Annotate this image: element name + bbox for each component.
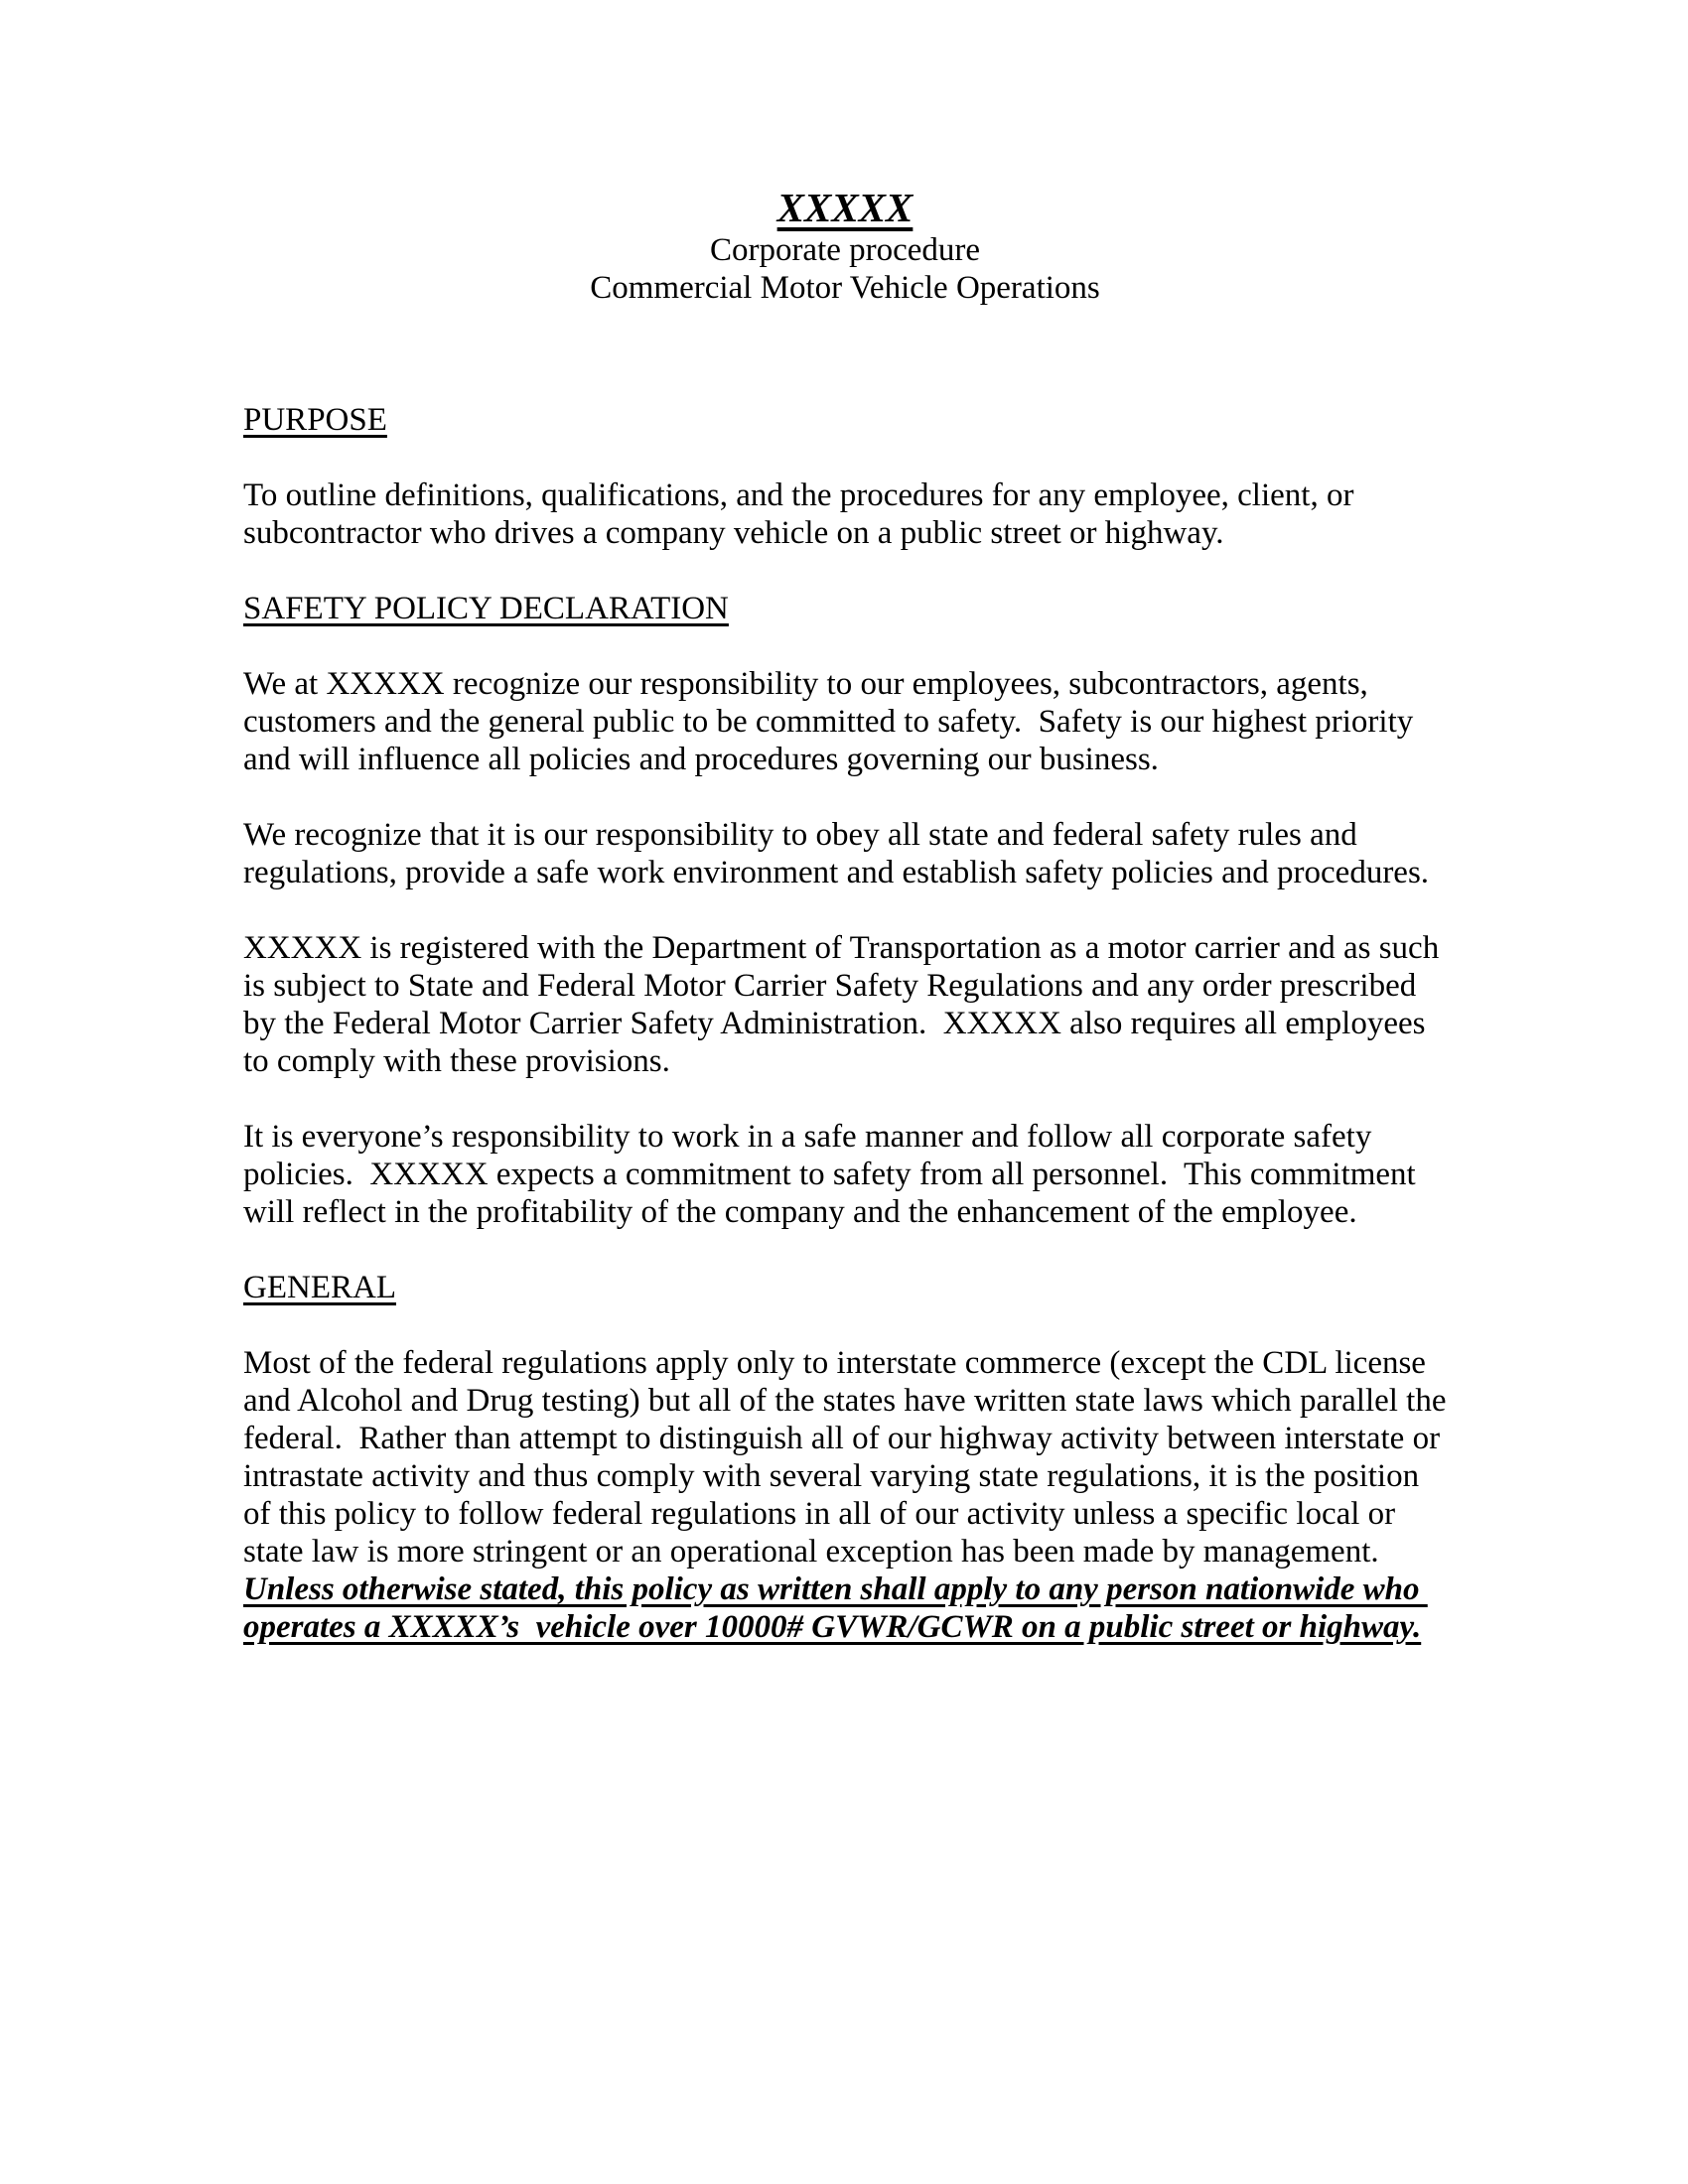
subtitle-corporate-procedure: Corporate procedure bbox=[709, 232, 981, 268]
general-paragraph bbox=[243, 1344, 1455, 1646]
document-title-block bbox=[243, 184, 1447, 307]
section-purpose bbox=[243, 401, 1447, 552]
company-name-title: XXXXX bbox=[776, 185, 914, 230]
subtitle-commercial-motor-vehicle-operations: Commercial Motor Vehicle Operations bbox=[590, 270, 1100, 306]
safety-paragraph-3: XXXXX is registered with the Department of Transportation as a motor carrier and as such is subject to State and Federal Motor Carrier Safety Regulations and any order prescribed by the Federal Motor Carrier Safety Administration. XXXXX also requires all employees to comply with these provisions. bbox=[243, 930, 1448, 1079]
general-paragraph-normal-text: Most of the federal regulations apply only to interstate commerce (except the CDL license and Alcohol and Drug testing) but all of the states have written state laws which parallel the federal. Rather than attempt to distinguish all of our highway activity between interstate or intrastate activity and thus comply with several varying state regulations, it is the position of this policy to follow federal regulations in all of our activity unless a specific local or state law is more stringent or an operational exception has been made by management. bbox=[243, 1345, 1455, 1570]
safety-paragraph-4: It is everyone’s responsibility to work in a safe manner and follow all corporate safety policies. XXXXX expects a commitment to safety from all personnel. This commitment will reflect in the profitability of the company and the enhancement of the employee. bbox=[243, 1119, 1424, 1230]
purpose-heading: PURPOSE bbox=[243, 402, 387, 438]
general-paragraph-emphasized-text: Unless otherwise stated, this policy as written shall apply to any person nationwide who operates a XXXXX’s vehicle over 10000# GVWR/GCWR on a public street or highway. bbox=[243, 1571, 1428, 1645]
section-safety-policy-declaration bbox=[243, 590, 1447, 1231]
purpose-paragraph: To outline definitions, qualifications, and the procedures for any employee, client, or subcontractor who drives a company vehicle on a public street or highway. bbox=[243, 478, 1362, 551]
safety-paragraph-1: We at XXXXX recognize our responsibility to our employees, subcontractors, agents, customers and the general public to be committed to safety. Safety is our highest priority and will influence all policies and procedures governing our business. bbox=[243, 666, 1422, 777]
section-general bbox=[243, 1269, 1455, 1646]
general-heading: GENERAL bbox=[243, 1270, 396, 1305]
safety-paragraph-2: We recognize that it is our responsibility to obey all state and federal safety rules and regulations, provide a safe work environment and establish safety policies and procedures. bbox=[243, 817, 1430, 890]
safety-policy-heading: SAFETY POLICY DECLARATION bbox=[243, 591, 729, 626]
